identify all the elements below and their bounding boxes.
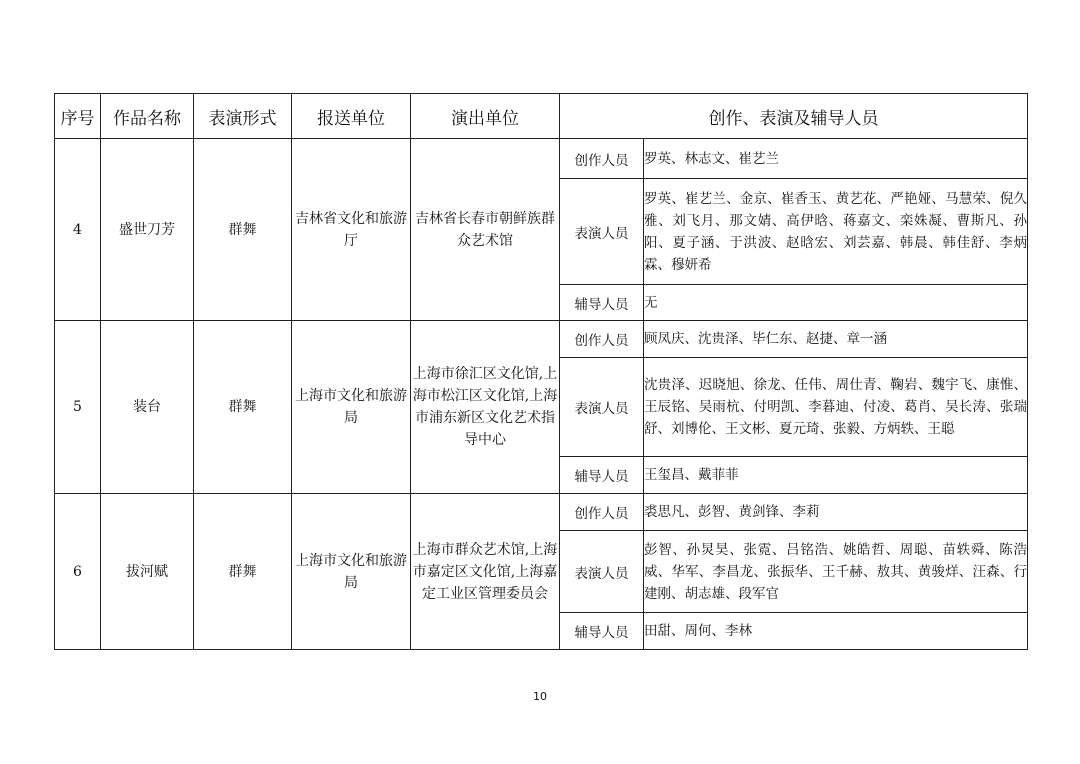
cell-role: 创作人员 [560, 321, 644, 358]
cell-names: 裘思凡、彭智、黄剑锋、李莉 [644, 494, 1028, 531]
header-form: 表演形式 [194, 94, 292, 139]
header-people: 创作、表演及辅导人员 [560, 94, 1028, 139]
cell-submitter: 上海市文化和旅游局 [292, 494, 411, 650]
cell-names: 顾凤庆、沈贵泽、毕仁东、赵捷、章一涵 [644, 321, 1028, 358]
header-performer: 演出单位 [411, 94, 560, 139]
table-row [55, 321, 1028, 358]
cell-performer: 吉林省长春市朝鲜族群众艺术馆 [411, 139, 560, 321]
cell-names: 罗英、崔艺兰、金京、崔香玉、黄艺花、严艳娅、马慧荣、倪久雅、刘飞月、那文婧、高伊晗、蒋嘉文、栾姝凝、曹斯凡、孙阳、夏子涵、于洪波、赵晗宏、刘芸嘉、韩晨、韩佳舒、李炳霖、穆妍希 [644, 179, 1028, 285]
cell-work: 盛世刀芳 [101, 139, 194, 321]
cell-form: 群舞 [194, 321, 292, 494]
cell-names: 沈贵泽、迟晓旭、徐龙、任伟、周仕青、鞠岩、魏宇飞、康惟、王辰铭、吴雨杭、付明凯、李暮迪、付凌、葛肖、吴长涛、张瑞舒、刘博伦、王文彬、夏元琦、张毅、方炳轶、王聪 [644, 358, 1028, 457]
cell-performer: 上海市群众艺术馆,上海市嘉定区文化馆,上海嘉定工业区管理委员会 [411, 494, 560, 650]
cell-role: 创作人员 [560, 494, 644, 531]
cell-performer: 上海市徐汇区文化馆,上海市松江区文化馆,上海市浦东新区文化艺术指导中心 [411, 321, 560, 494]
cell-names: 田甜、周何、李林 [644, 613, 1028, 650]
cell-form: 群舞 [194, 139, 292, 321]
page-number: 10 [533, 690, 547, 703]
cell-role: 辅导人员 [560, 457, 644, 494]
cell-no: 6 [55, 494, 101, 650]
header-work: 作品名称 [101, 94, 194, 139]
cell-names: 无 [644, 285, 1028, 321]
cell-role: 辅导人员 [560, 285, 644, 321]
cell-role: 表演人员 [560, 358, 644, 457]
table-row [55, 139, 1028, 179]
cell-submitter: 吉林省文化和旅游厅 [292, 139, 411, 321]
cell-work: 拔河赋 [101, 494, 194, 650]
header-row [55, 94, 1028, 139]
cell-role: 表演人员 [560, 179, 644, 285]
cell-no: 5 [55, 321, 101, 494]
table-row [55, 494, 1028, 531]
cell-submitter: 上海市文化和旅游局 [292, 321, 411, 494]
cell-role: 辅导人员 [560, 613, 644, 650]
cell-names: 彭智、孙炅昊、张霓、吕铭浩、姚皓哲、周聪、苗轶舜、陈浩威、华军、李昌龙、张振华、王千赫、敖其、黄骏烊、汪森、行建刚、胡志雄、段军官 [644, 531, 1028, 613]
cell-role: 创作人员 [560, 139, 644, 179]
header-submitter: 报送单位 [292, 94, 411, 139]
cell-work: 装台 [101, 321, 194, 494]
cell-role: 表演人员 [560, 531, 644, 613]
performers-table [54, 93, 1028, 650]
cell-names: 罗英、林志文、崔艺兰 [644, 139, 1028, 179]
header-no: 序号 [55, 94, 101, 139]
cell-names: 王玺昌、戴菲菲 [644, 457, 1028, 494]
cell-form: 群舞 [194, 494, 292, 650]
cell-no: 4 [55, 139, 101, 321]
